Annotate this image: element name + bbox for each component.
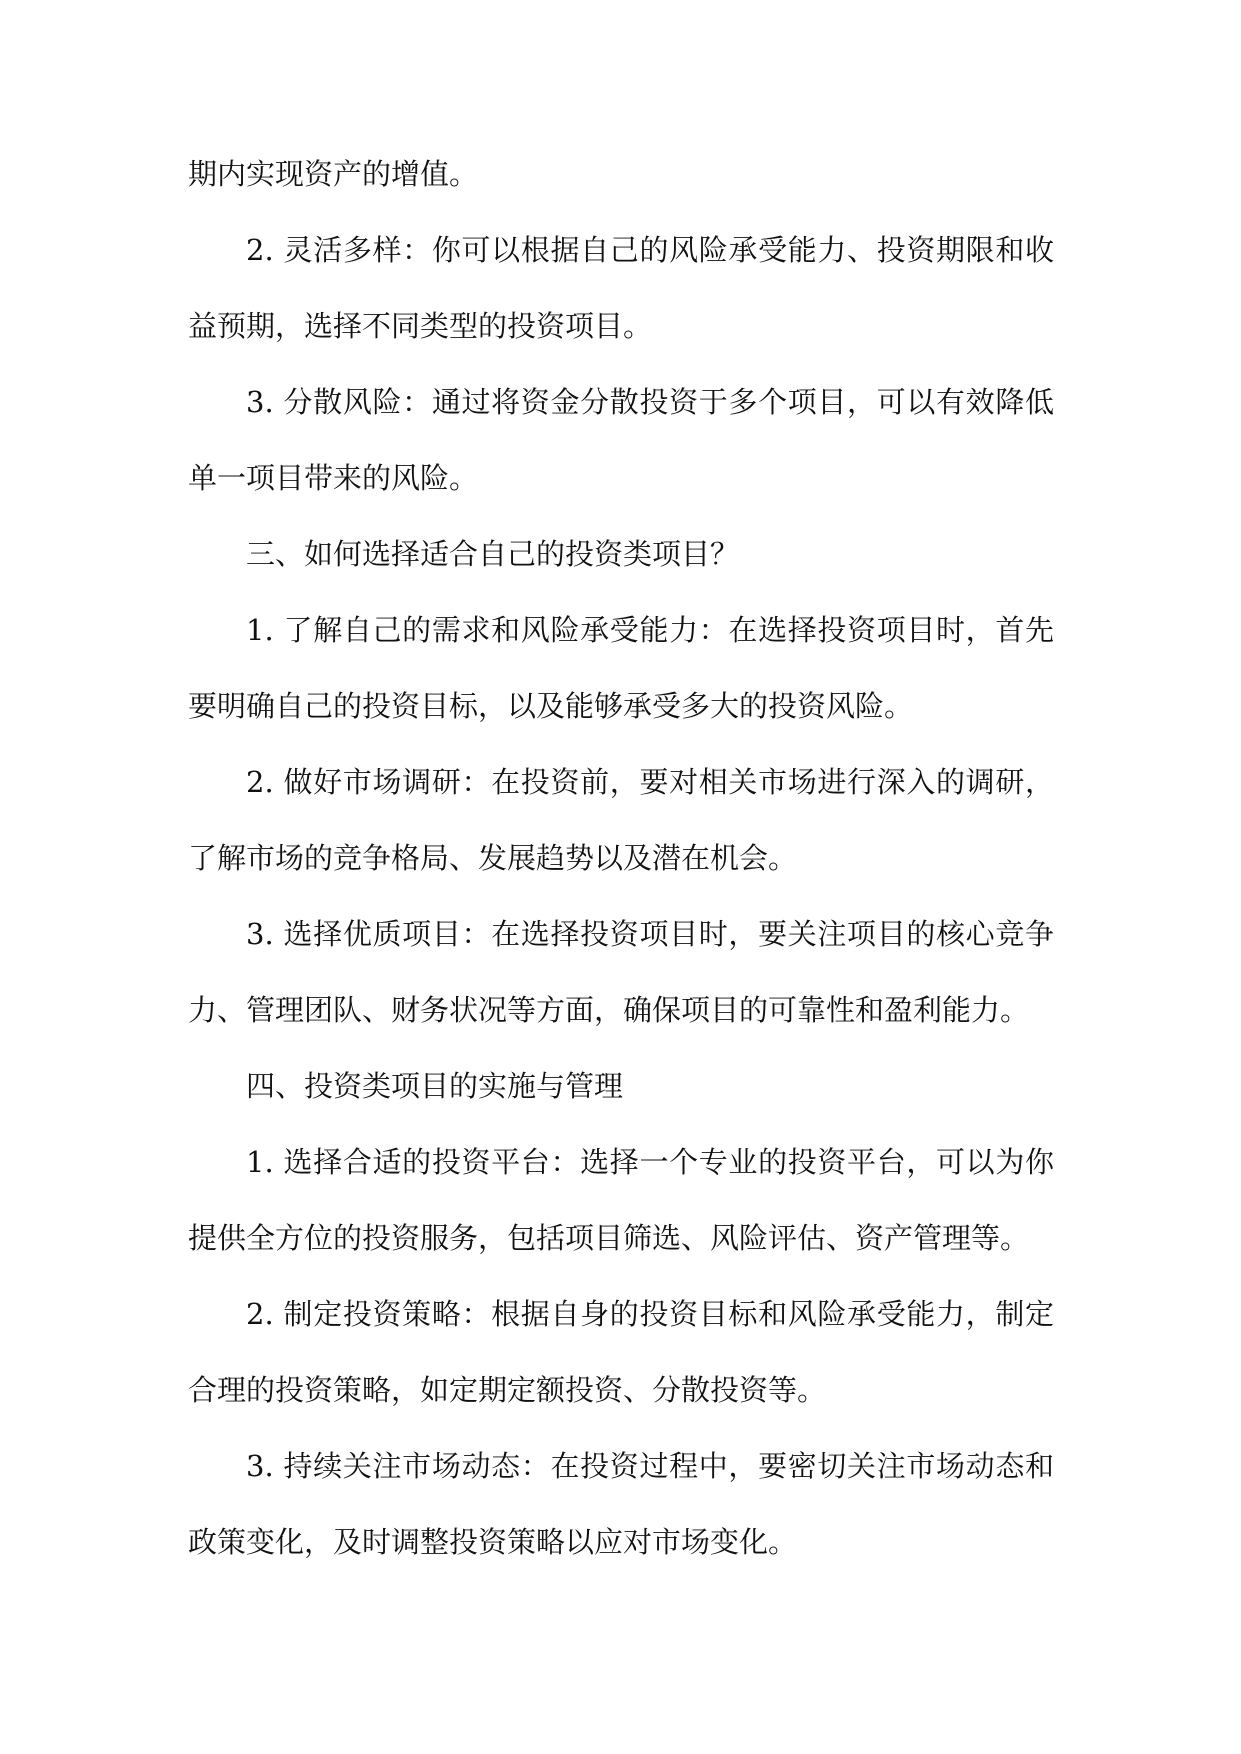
list-item-first-line: 1. 选择合适的投资平台：选择一个专业的投资平台，可以为你 <box>246 1145 1054 1179</box>
text-line: 提供全方位的投资服务，包括项目筛选、风险评估、资产管理等。 <box>188 1221 1030 1255</box>
list-item-first-line: 3. 持续关注市场动态：在投资过程中，要密切关注市场动态和 <box>246 1449 1054 1483</box>
list-item-first-line: 3. 选择优质项目：在选择投资项目时，要关注项目的核心竞争 <box>246 917 1054 951</box>
list-item-first-line: 2. 灵活多样：你可以根据自己的风险承受能力、投资期限和收 <box>246 233 1054 267</box>
text-line: 单一项目带来的风险。 <box>188 461 479 495</box>
text-line: 要明确自己的投资目标，以及能够承受多大的投资风险。 <box>188 689 914 723</box>
text-line: 益预期，选择不同类型的投资项目。 <box>188 309 653 343</box>
text-line: 期内实现资产的增值。 <box>188 157 479 191</box>
list-item-first-line: 3. 分散风险：通过将资金分散投资于多个项目，可以有效降低 <box>246 385 1054 419</box>
list-item-first-line: 2. 做好市场调研：在投资前，要对相关市场进行深入的调研， <box>246 765 1054 799</box>
list-item-first-line: 1. 了解自己的需求和风险承受能力：在选择投资项目时，首先 <box>246 613 1054 647</box>
text-line: 政策变化，及时调整投资策略以应对市场变化。 <box>188 1525 798 1559</box>
list-item-first-line: 2. 制定投资策略：根据自身的投资目标和风险承受能力，制定 <box>246 1297 1054 1331</box>
text-line: 合理的投资策略，如定期定额投资、分散投资等。 <box>188 1373 827 1407</box>
section-heading: 四、投资类项目的实施与管理 <box>246 1069 624 1103</box>
document-body <box>188 142 1054 1586</box>
section-heading: 三、如何选择适合自己的投资类项目？ <box>246 537 740 571</box>
text-line: 力、管理团队、财务状况等方面，确保项目的可靠性和盈利能力。 <box>188 993 1030 1027</box>
text-line: 了解市场的竞争格局、发展趋势以及潜在机会。 <box>188 841 798 875</box>
